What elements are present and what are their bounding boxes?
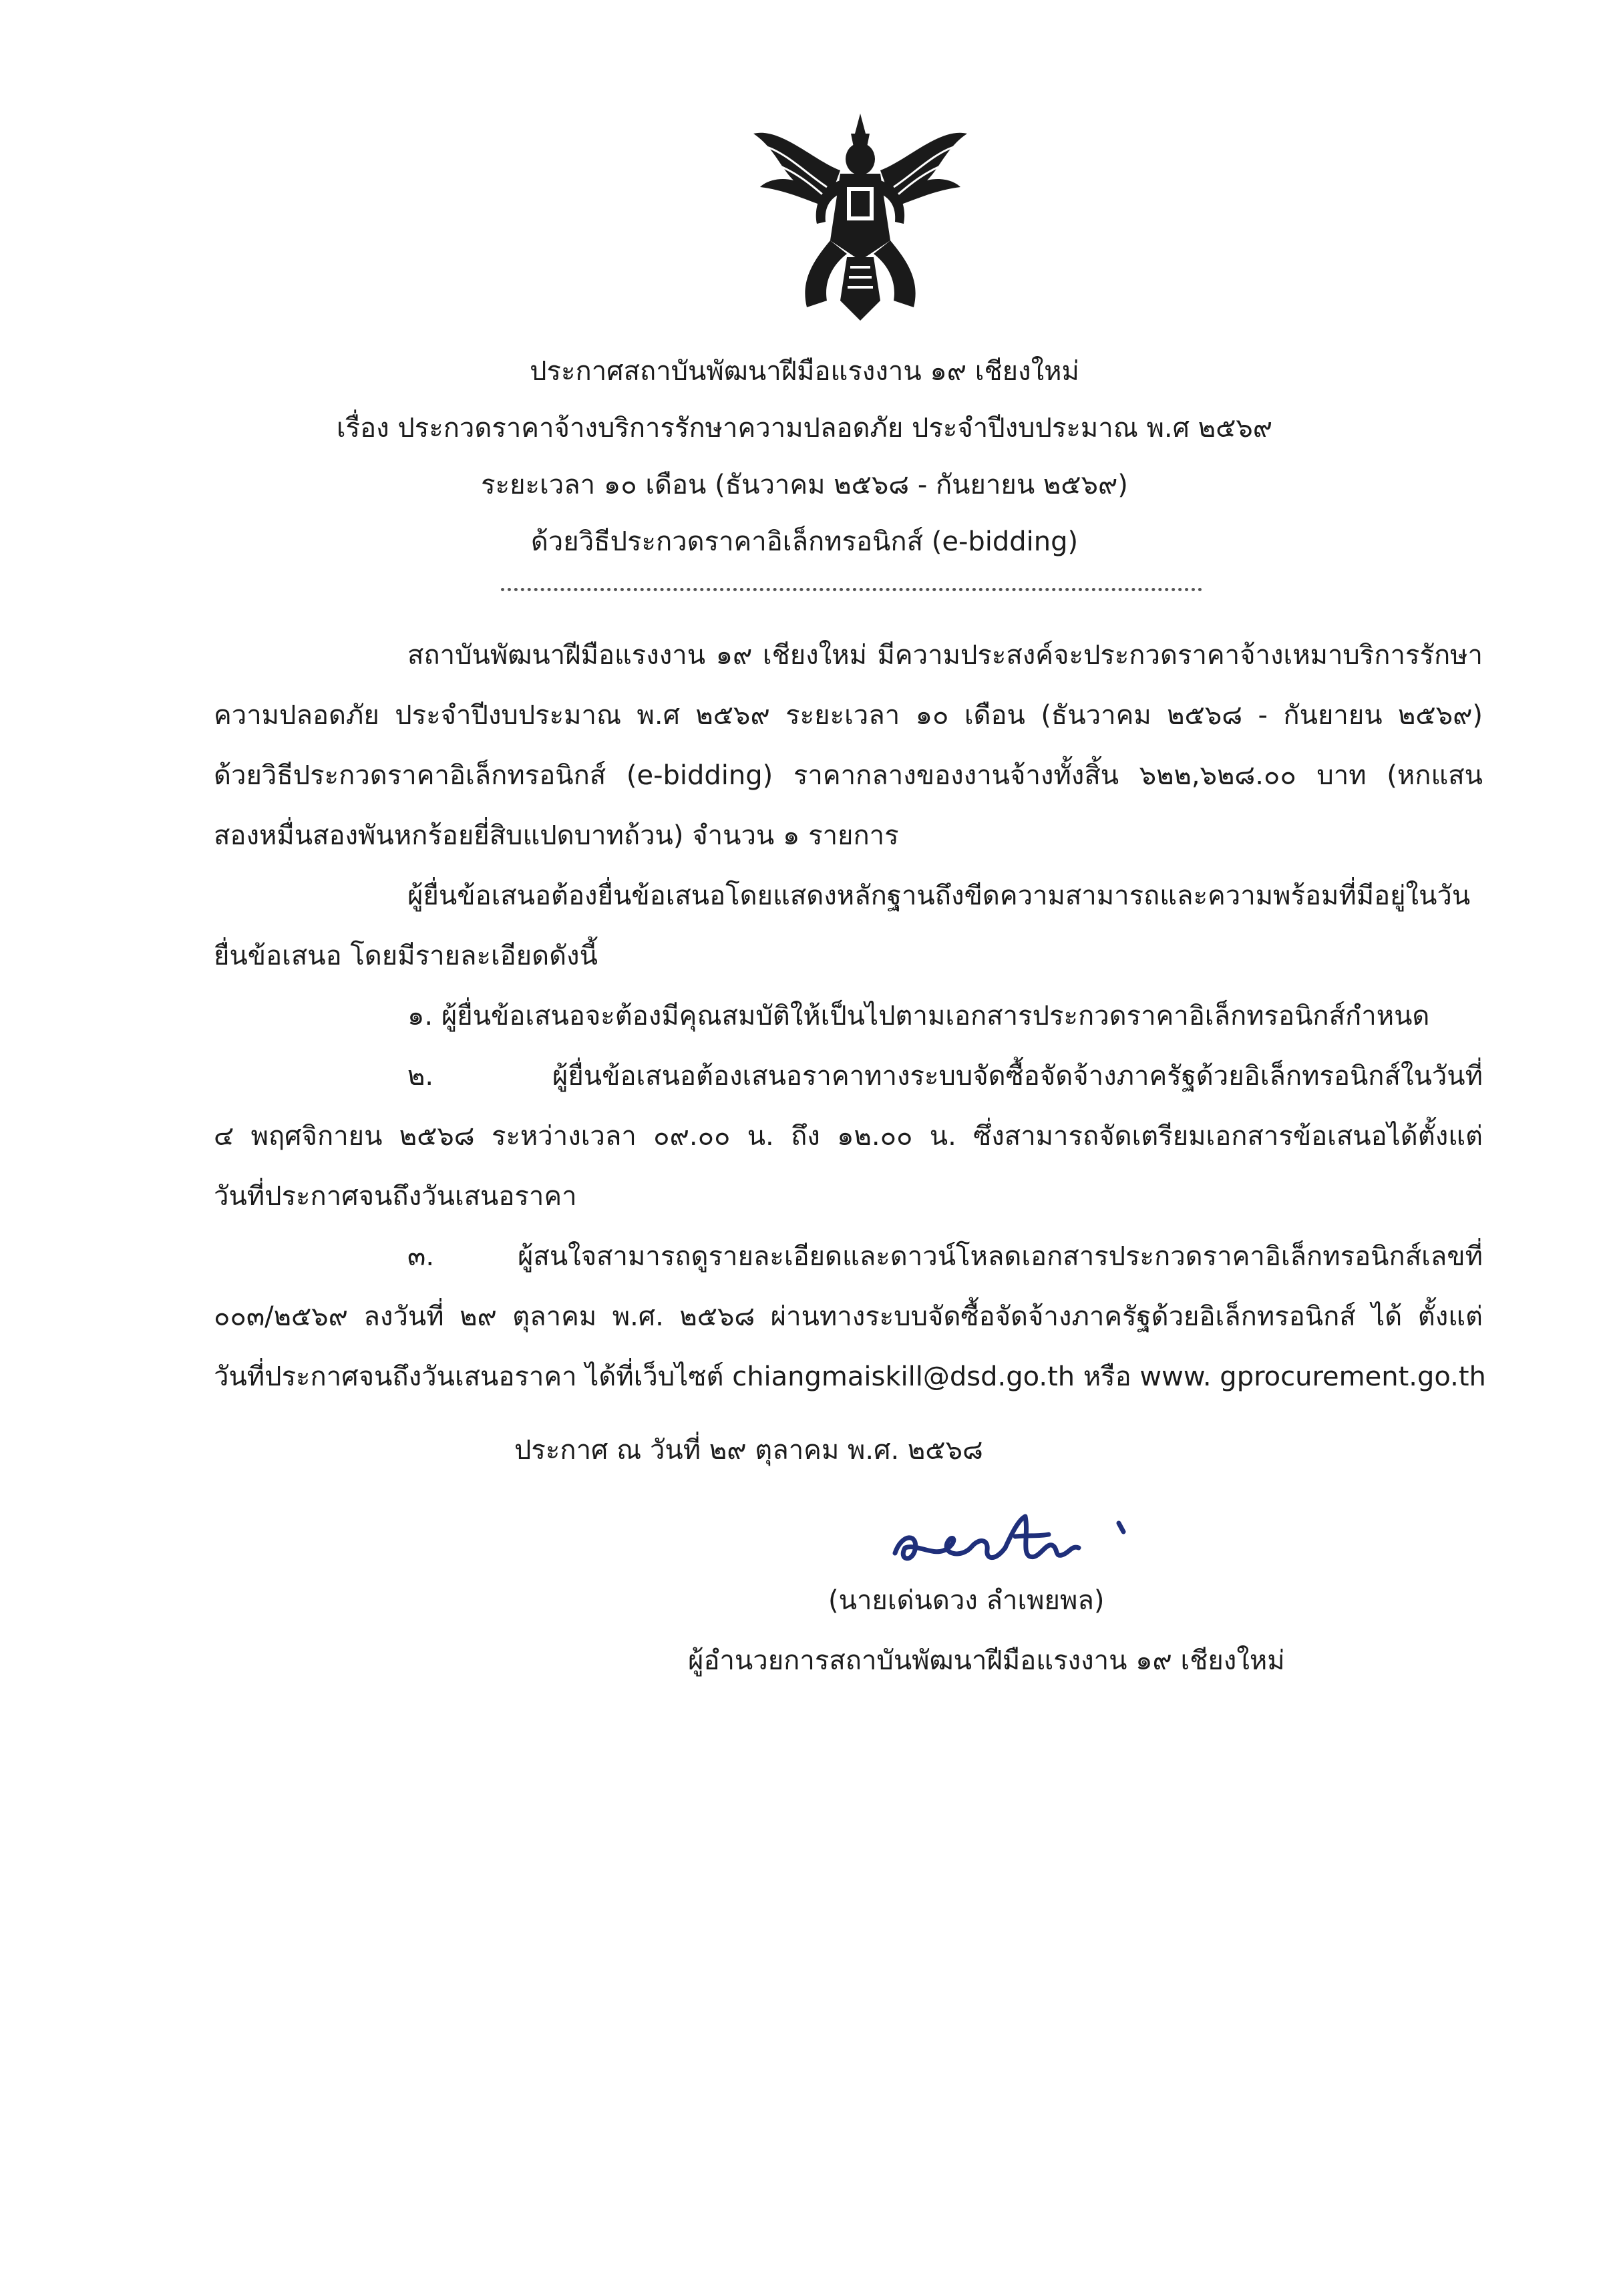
paragraph-2-line: ผู้ยื่นข้อเสนอต้องยื่นข้อเสนอโดยแสดงหลักฐานถึงขีดความสามารถและความพร้อมที่มีอยู่ในวัน	[407, 880, 1471, 911]
header-title: ประกาศสถาบันพัฒนาฝีมือแรงงาน ๑๙ เชียงใหม่	[530, 356, 1079, 387]
item-3-line: ๐๐๓/๒๕๖๙ ลงวันที่ ๒๙ ตุลาคม พ.ศ. ๒๕๖๘ ผ่านทางระบบจัดซื้อจัดจ้างภาครัฐด้วยอิเล็กทรอนิกส์ ได้ ตั้งแต่	[214, 1301, 1483, 1332]
item-2-line: ๔ พฤศจิกายน ๒๕๖๘ ระหว่างเวลา ๐๙.๐๐ น. ถึง ๑๒.๐๐ น. ซึ่งสามารถจัดเตรียมเอกสารข้อเสนอได้ตั้งแต่	[214, 1121, 1483, 1152]
header-subject: เรื่อง ประกวดราคาจ้างบริการรักษาความปลอดภัย ประจำปีงบประมาณ พ.ศ ๒๕๖๙	[336, 413, 1273, 444]
handwritten-signature-icon	[888, 1506, 1142, 1580]
item-3-line: ๓. ผู้สนใจสามารถดูรายละเอียดและดาวน์โหลดเอกสารประกวดราคาอิเล็กทรอนิกส์เลขที่	[407, 1241, 1483, 1272]
paragraph-2-line: ยื่นข้อเสนอ โดยมีรายละเอียดดังนี้	[214, 941, 598, 971]
item-2-line: วันที่ประกาศจนถึงวันเสนอราคา	[214, 1181, 577, 1212]
paragraph-1-line: ความปลอดภัย ประจำปีงบประมาณ พ.ศ ๒๕๖๙ ระยะเวลา ๑๐ เดือน (ธันวาคม ๒๕๖๘ - กันยายน ๒๕๖๙)	[214, 700, 1483, 731]
paragraph-1-line: สองหมื่นสองพันหกร้อยยี่สิบแปดบาทถ้วน) จำนวน ๑ รายการ	[214, 820, 899, 851]
header-method: ด้วยวิธีประกวดราคาอิเล็กทรอนิกส์ (e-bidding)	[530, 526, 1079, 557]
item-1-line: ๑. ผู้ยื่นข้อเสนอจะต้องมีคุณสมบัติให้เป็นไปตามเอกสารประกวดราคาอิเล็กทรอนิกส์กำหนด	[407, 1001, 1430, 1031]
paragraph-1-line: ด้วยวิธีประกวดราคาอิเล็กทรอนิกส์ (e-bidding) ราคากลางของงานจ้างทั้งสิ้น ๖๒๒,๖๒๘.๐๐ บาท (หกแสน	[214, 760, 1483, 791]
dotted-divider	[501, 588, 1202, 591]
header-period: ระยะเวลา ๑๐ เดือน (ธันวาคม ๒๕๖๘ - กันยายน ๒๕๖๙)	[481, 470, 1128, 500]
item-2-line: ๒. ผู้ยื่นข้อเสนอต้องเสนอราคาทางระบบจัดซื้อจัดจ้างภาครัฐด้วยอิเล็กทรอนิกส์ในวันที่	[407, 1061, 1483, 1092]
garuda-emblem-icon	[740, 107, 980, 327]
item-3-line: วันที่ประกาศจนถึงวันเสนอราคา ได้ที่เว็บไซต์ chiangmaiskill@dsd.go.th หรือ www. gprocurement.go.th	[214, 1361, 1486, 1392]
signer-name: (นายเด่นดวง ลำเพยพล)	[828, 1585, 1105, 1616]
announcement-date: ประกาศ ณ วันที่ ๒๙ ตุลาคม พ.ศ. ๒๕๖๘	[514, 1435, 983, 1466]
signer-title: ผู้อำนวยการสถาบันพัฒนาฝีมือแรงงาน ๑๙ เชียงใหม่	[688, 1645, 1285, 1676]
paragraph-1-line: สถาบันพัฒนาฝีมือแรงงาน ๑๙ เชียงใหม่ มีความประสงค์จะประกวดราคาจ้างเหมาบริการรักษา	[407, 640, 1483, 671]
